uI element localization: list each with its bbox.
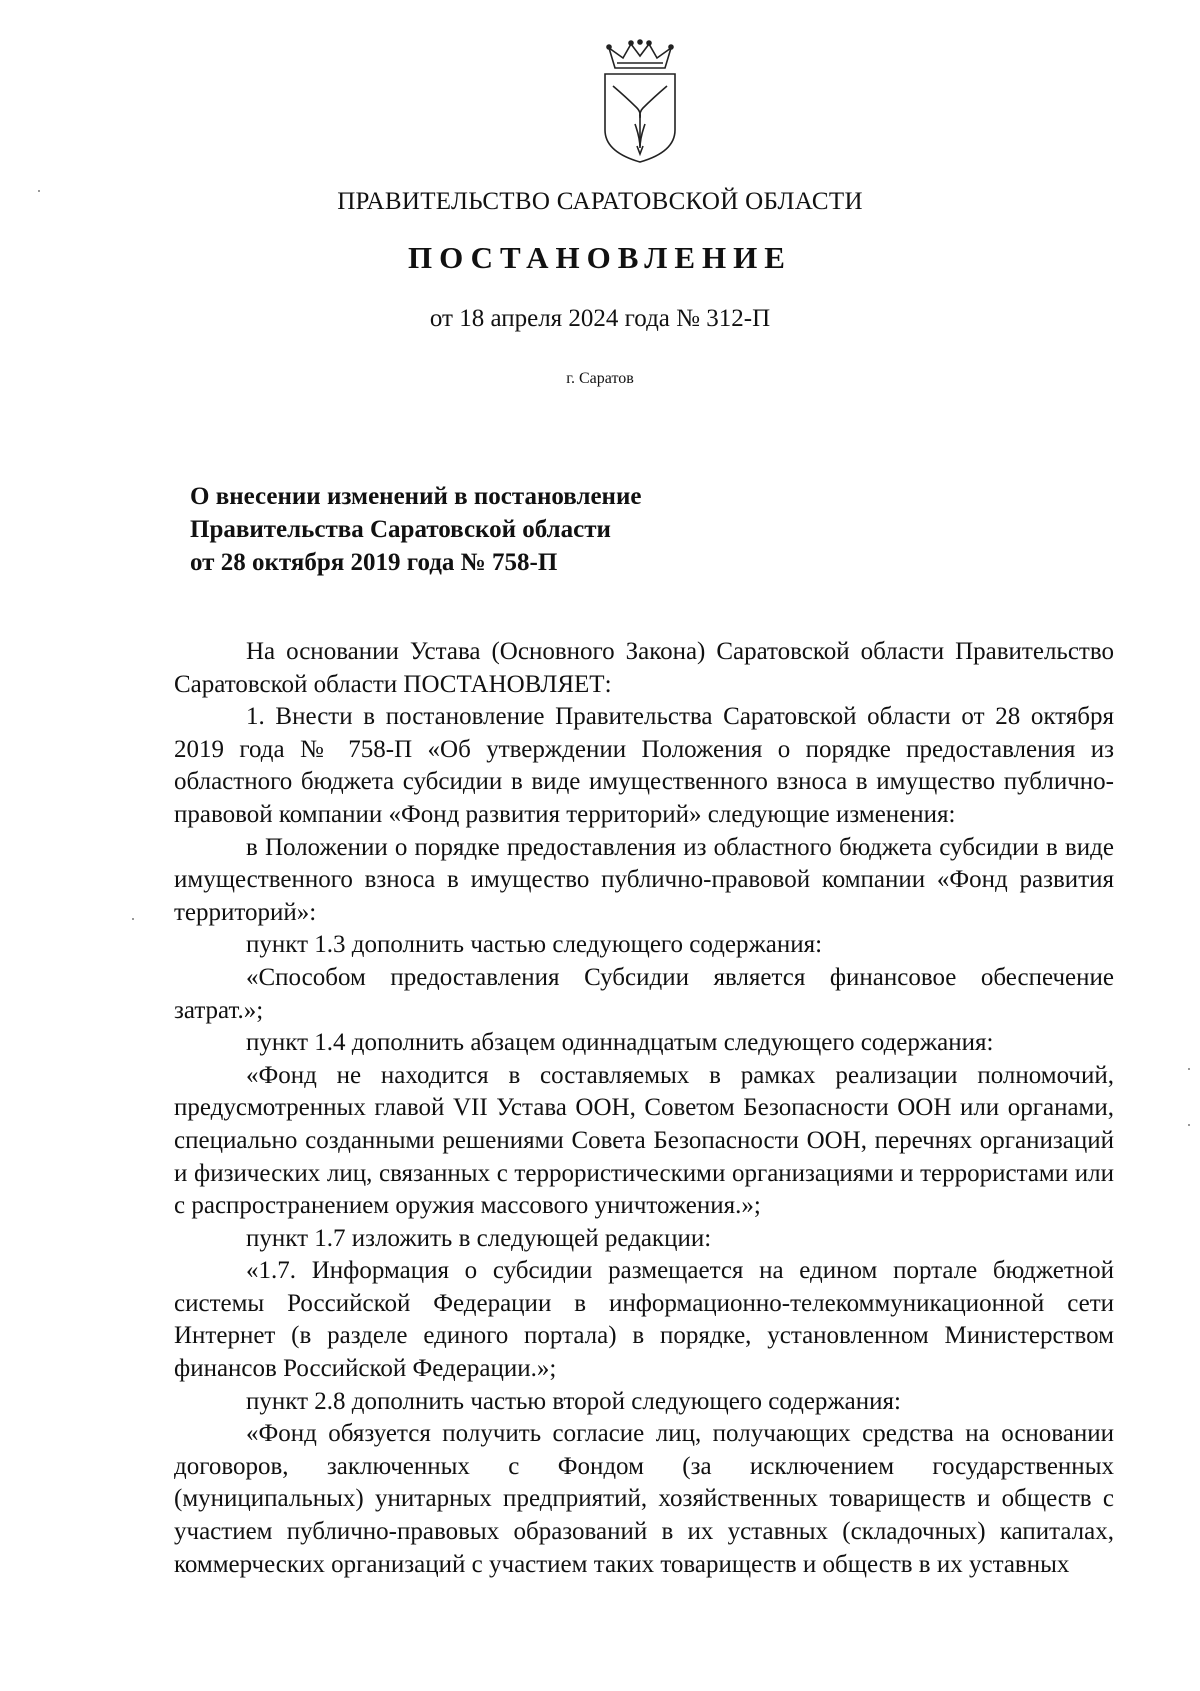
body-paragraph: пункт 1.7 изложить в следующей редакции: <box>246 1224 712 1252</box>
body-paragraph: «Фонд не находится в составляемых в рамках реализации полномочий, предусмотренных главой VII Устава ООН, Советом Безопасности ООН или органами, специально созданными решениями Совета Безопасности ООН, перечнях организаций и физических лиц, связанных с террористическими организациями и террористами или с распространением оружия массового уничтожения.»; <box>174 1061 1114 1220</box>
scan-speck <box>1188 1124 1190 1126</box>
document-type: ПОСТАНОВЛЕНИЕ <box>408 240 792 275</box>
document-date-number: от 18 апреля 2024 года № 312-П <box>429 305 771 332</box>
document-body <box>174 636 1114 1581</box>
organization-name: ПРАВИТЕЛЬСТВО САРАТОВСКОЙ ОБЛАСТИ <box>337 188 863 215</box>
subject-line: Правительства Саратовской области <box>190 516 611 543</box>
document-subject <box>190 480 890 579</box>
coat-of-arms-icon <box>595 38 685 166</box>
body-paragraph: в Положении о порядке предоставления из областного бюджета субсидии в виде имущественного взноса в имущество публично-правовой компании «Фонд развития территорий»: <box>174 833 1114 926</box>
body-paragraph: На основании Устава (Основного Закона) Саратовской области Правительство Саратовской области ПОСТАНОВЛЯЕТ: <box>174 638 1114 698</box>
subject-line: от 28 октября 2019 года № 758-П <box>190 549 558 576</box>
body-paragraph: пункт 1.4 дополнить абзацем одиннадцатым следующего содержания: <box>246 1029 994 1057</box>
body-paragraph: пункт 2.8 дополнить частью второй следующего содержания: <box>246 1387 901 1415</box>
body-paragraph: пункт 1.3 дополнить частью следующего содержания: <box>246 931 823 959</box>
scan-speck <box>132 918 134 920</box>
body-paragraph: «1.7. Информация о субсидии размещается на едином портале бюджетной системы Российской Федерации в информационно-телекоммуникационной сети Интернет (в разделе единого портала) в порядке, установленном Министерством финансов Российской Федерации.»; <box>174 1257 1114 1383</box>
body-paragraph: «Фонд обязуется получить согласие лиц, получающих средства на основании договоров, заключенных с Фондом (за исключением государственных (муниципальных) унитарных предприятий, хозяйственных товариществ и обществ с участием публично-правовых образований в их уставных (складочных) капиталах, коммерческих организаций с участием таких товариществ и обществ в их уставных <box>174 1420 1114 1578</box>
scan-speck <box>38 190 40 192</box>
scan-speck <box>1188 1068 1190 1070</box>
body-paragraph: 1. Внести в постановление Правительства Саратовской области от 28 октября 2019 года № 758-П «Об утверждении Положения о порядке предоставления из областного бюджета субсидии в виде имущественного взноса в имущество публично-правовой компании «Фонд развития территорий» следующие изменения: <box>174 703 1114 828</box>
body-paragraph: «Способом предоставления Субсидии является финансовое обеспечение затрат.»; <box>174 963 1114 1024</box>
subject-line: О внесении изменений в постановление <box>190 483 642 510</box>
document-city: г. Саратов <box>566 370 634 387</box>
